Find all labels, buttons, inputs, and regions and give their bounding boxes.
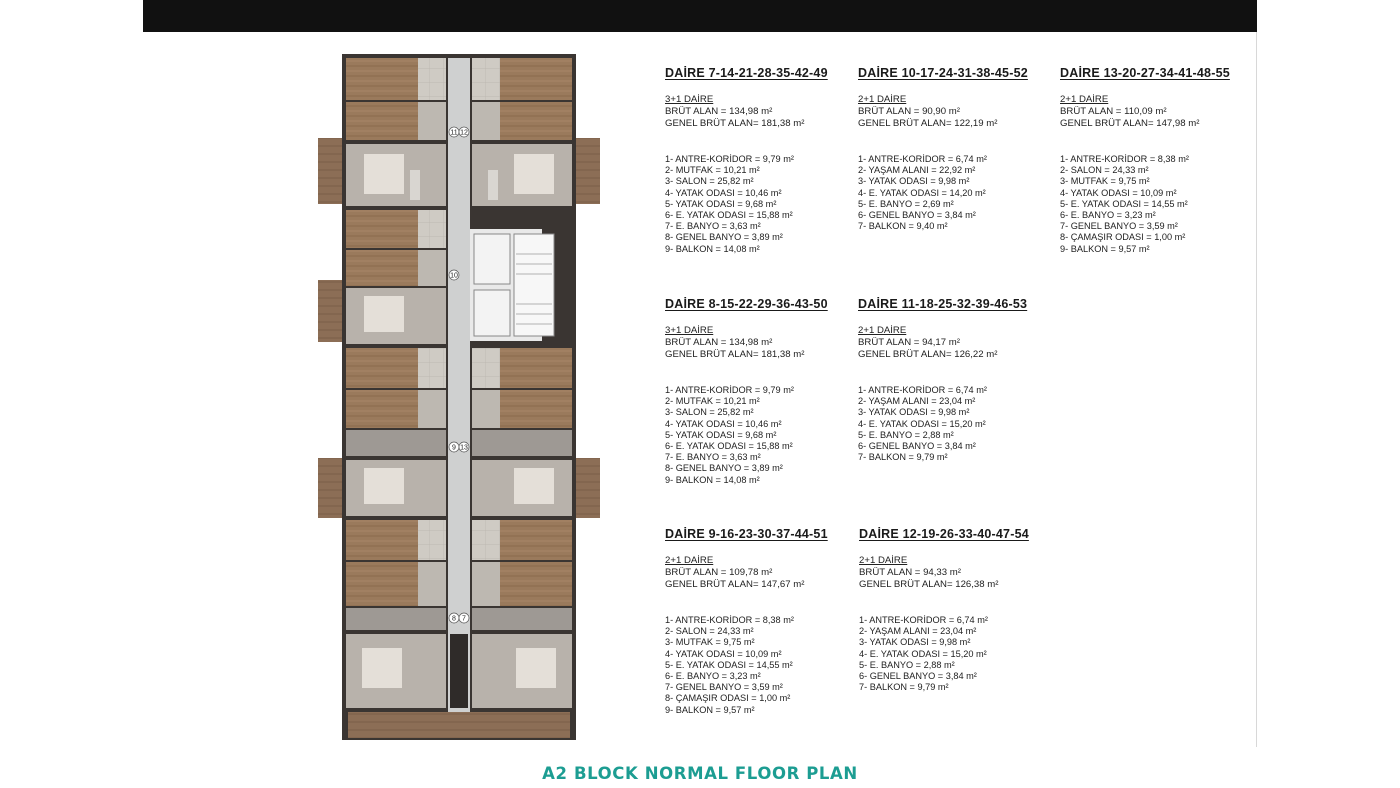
unit-room-list [665, 615, 865, 716]
unit-title: DAİRE 7-14-21-28-35-42-49 [665, 66, 828, 80]
unit-spec-block [859, 527, 1059, 693]
room-item: 4- YATAK ODASI = 10,09 m² [1060, 187, 1177, 198]
room-item: 2- YAŞAM ALANI = 22,92 m² [858, 165, 976, 176]
unit-title: DAİRE 8-15-22-29-36-43-50 [665, 297, 828, 311]
room-item: 9- BALKON = 9,57 m² [1060, 243, 1150, 254]
unit-spec-block [665, 66, 865, 255]
room-item: 8- ÇAMAŞIR ODASI = 1,00 m² [665, 693, 791, 704]
top-bar [143, 0, 1257, 32]
room-item: 5- YATAK ODASI = 9,68 m² [665, 429, 777, 440]
room-item: 3- MUTFAK = 9,75 m² [665, 637, 755, 648]
room-item: 6- E. BANYO = 3,23 m² [665, 671, 761, 682]
unit-total-gross-area: GENEL BRÜT ALAN= 122,19 m² [858, 118, 998, 129]
room-item: 1- ANTRE-KORİDOR = 6,74 m² [859, 615, 988, 625]
unit-title: DAİRE 12-19-26-33-40-47-54 [859, 527, 1029, 541]
room-item: 1- ANTRE-KORİDOR = 9,79 m² [665, 385, 794, 395]
unit-summary [665, 555, 865, 591]
room-item: 6- GENEL BANYO = 3,84 m² [859, 671, 977, 682]
unit-type: 3+1 DAİRE [665, 94, 714, 105]
room-item: 6- E. YATAK ODASI = 15,88 m² [665, 441, 793, 452]
plan-label: 9 [452, 444, 456, 452]
unit-type: 2+1 DAİRE [859, 555, 908, 566]
room-item: 1- ANTRE-KORİDOR = 6,74 m² [858, 154, 987, 164]
plan-label: 12 [460, 129, 468, 137]
room-item: 3- YATAK ODASI = 9,98 m² [858, 407, 970, 418]
unit-type: 3+1 DAİRE [665, 325, 714, 336]
room-item: 7- BALKON = 9,79 m² [858, 452, 948, 463]
unit-type: 2+1 DAİRE [1060, 94, 1109, 105]
unit-gross-area: BRÜT ALAN = 134,98 m² [665, 337, 773, 348]
room-item: 4- YATAK ODASI = 10,46 m² [665, 187, 782, 198]
unit-total-gross-area: GENEL BRÜT ALAN= 126,38 m² [859, 579, 999, 590]
room-item: 2- YAŞAM ALANI = 23,04 m² [859, 626, 977, 637]
room-item: 7- E. BANYO = 3,63 m² [665, 452, 761, 463]
room-item: 4- YATAK ODASI = 10,46 m² [665, 418, 782, 429]
room-item: 5- YATAK ODASI = 9,68 m² [665, 198, 777, 209]
room-item: 8- GENEL BANYO = 3,89 m² [665, 463, 783, 474]
room-item: 6- E. BANYO = 3,23 m² [1060, 210, 1156, 221]
room-item: 1- ANTRE-KORİDOR = 8,38 m² [665, 615, 794, 625]
room-item: 3- SALON = 25,82 m² [665, 176, 754, 187]
room-item: 5- E. YATAK ODASI = 14,55 m² [1060, 198, 1188, 209]
room-item: 4- E. YATAK ODASI = 15,20 m² [859, 648, 987, 659]
room-item: 6- GENEL BANYO = 3,84 m² [858, 441, 976, 452]
unit-gross-area: BRÜT ALAN = 109,78 m² [665, 567, 773, 578]
unit-spec-block [665, 527, 865, 716]
floor-plan-svg [318, 54, 600, 740]
unit-gross-area: BRÜT ALAN = 90,90 m² [858, 106, 960, 117]
room-item: 5- E. BANYO = 2,88 m² [858, 429, 954, 440]
unit-total-gross-area: GENEL BRÜT ALAN= 181,38 m² [665, 118, 805, 129]
room-item: 2- SALON = 24,33 m² [665, 626, 754, 637]
unit-gross-area: BRÜT ALAN = 94,17 m² [858, 337, 960, 348]
room-item: 1- ANTRE-KORİDOR = 8,38 m² [1060, 154, 1189, 164]
unit-summary [858, 325, 1058, 361]
plan-label: 10 [450, 272, 458, 280]
room-item: 1- ANTRE-KORİDOR = 6,74 m² [858, 385, 987, 395]
room-item: 6- E. YATAK ODASI = 15,88 m² [665, 210, 793, 221]
room-item: 7- BALKON = 9,79 m² [859, 682, 949, 693]
unit-gross-area: BRÜT ALAN = 134,98 m² [665, 106, 773, 117]
unit-summary [859, 555, 1059, 591]
unit-room-list [858, 154, 1058, 232]
plan-label: 11 [450, 129, 458, 137]
room-item: 2- MUTFAK = 10,21 m² [665, 396, 760, 407]
room-item: 3- MUTFAK = 9,75 m² [1060, 176, 1150, 187]
unit-summary [665, 325, 865, 361]
plan-label: 7 [462, 615, 466, 623]
room-item: 7- GENEL BANYO = 3,59 m² [665, 682, 783, 693]
unit-spec-block [1060, 66, 1260, 255]
room-item: 2- SALON = 24,33 m² [1060, 165, 1149, 176]
unit-gross-area: BRÜT ALAN = 110,09 m² [1060, 106, 1167, 117]
room-item: 8- ÇAMAŞIR ODASI = 1,00 m² [1060, 232, 1186, 243]
plan-label: 8 [452, 615, 456, 623]
unit-summary [858, 94, 1058, 130]
room-item: 8- GENEL BANYO = 3,89 m² [665, 232, 783, 243]
room-item: 7- BALKON = 9,40 m² [858, 221, 948, 232]
room-item: 9- BALKON = 14,08 m² [665, 474, 760, 485]
unit-summary [665, 94, 865, 130]
unit-room-list [1060, 154, 1260, 255]
unit-title: DAİRE 9-16-23-30-37-44-51 [665, 527, 828, 541]
unit-total-gross-area: GENEL BRÜT ALAN= 147,98 m² [1060, 118, 1200, 129]
floor-plan-title: A2 BLOCK NORMAL FLOOR PLAN [542, 764, 858, 783]
unit-type: 2+1 DAİRE [665, 555, 714, 566]
room-item: 3- YATAK ODASI = 9,98 m² [858, 176, 970, 187]
room-item: 5- E. BANYO = 2,69 m² [858, 198, 954, 209]
room-item: 2- MUTFAK = 10,21 m² [665, 165, 760, 176]
unit-title: DAİRE 13-20-27-34-41-48-55 [1060, 66, 1230, 80]
room-item: 7- E. BANYO = 3,63 m² [665, 221, 761, 232]
room-item: 9- BALKON = 9,57 m² [665, 704, 755, 715]
unit-spec-block [665, 297, 865, 486]
unit-total-gross-area: GENEL BRÜT ALAN= 181,38 m² [665, 349, 805, 360]
unit-total-gross-area: GENEL BRÜT ALAN= 147,67 m² [665, 579, 805, 590]
unit-type: 2+1 DAİRE [858, 94, 907, 105]
unit-room-list [665, 154, 865, 255]
unit-total-gross-area: GENEL BRÜT ALAN= 126,22 m² [858, 349, 998, 360]
unit-type: 2+1 DAİRE [858, 325, 907, 336]
room-item: 3- YATAK ODASI = 9,98 m² [859, 637, 971, 648]
plan-label: 13 [460, 444, 468, 452]
unit-gross-area: BRÜT ALAN = 94,33 m² [859, 567, 961, 578]
room-item: 3- SALON = 25,82 m² [665, 407, 754, 418]
unit-room-list [858, 385, 1058, 463]
room-item: 5- E. YATAK ODASI = 14,55 m² [665, 659, 793, 670]
unit-room-list [665, 385, 865, 486]
room-item: 7- GENEL BANYO = 3,59 m² [1060, 221, 1178, 232]
unit-room-list [859, 615, 1059, 693]
unit-title: DAİRE 11-18-25-32-39-46-53 [858, 297, 1028, 311]
room-item: 9- BALKON = 14,08 m² [665, 243, 760, 254]
room-item: 2- YAŞAM ALANI = 23,04 m² [858, 396, 976, 407]
room-item: 6- GENEL BANYO = 3,84 m² [858, 210, 976, 221]
room-item: 4- YATAK ODASI = 10,09 m² [665, 648, 782, 659]
room-item: 4- E. YATAK ODASI = 14,20 m² [858, 187, 986, 198]
unit-title: DAİRE 10-17-24-31-38-45-52 [858, 66, 1028, 80]
unit-spec-block [858, 66, 1058, 232]
unit-summary [1060, 94, 1260, 130]
floor-plan-drawing [318, 54, 600, 740]
unit-spec-block [858, 297, 1058, 463]
room-item: 4- E. YATAK ODASI = 15,20 m² [858, 418, 986, 429]
room-item: 5- E. BANYO = 2,88 m² [859, 659, 955, 670]
room-item: 1- ANTRE-KORİDOR = 9,79 m² [665, 154, 794, 164]
